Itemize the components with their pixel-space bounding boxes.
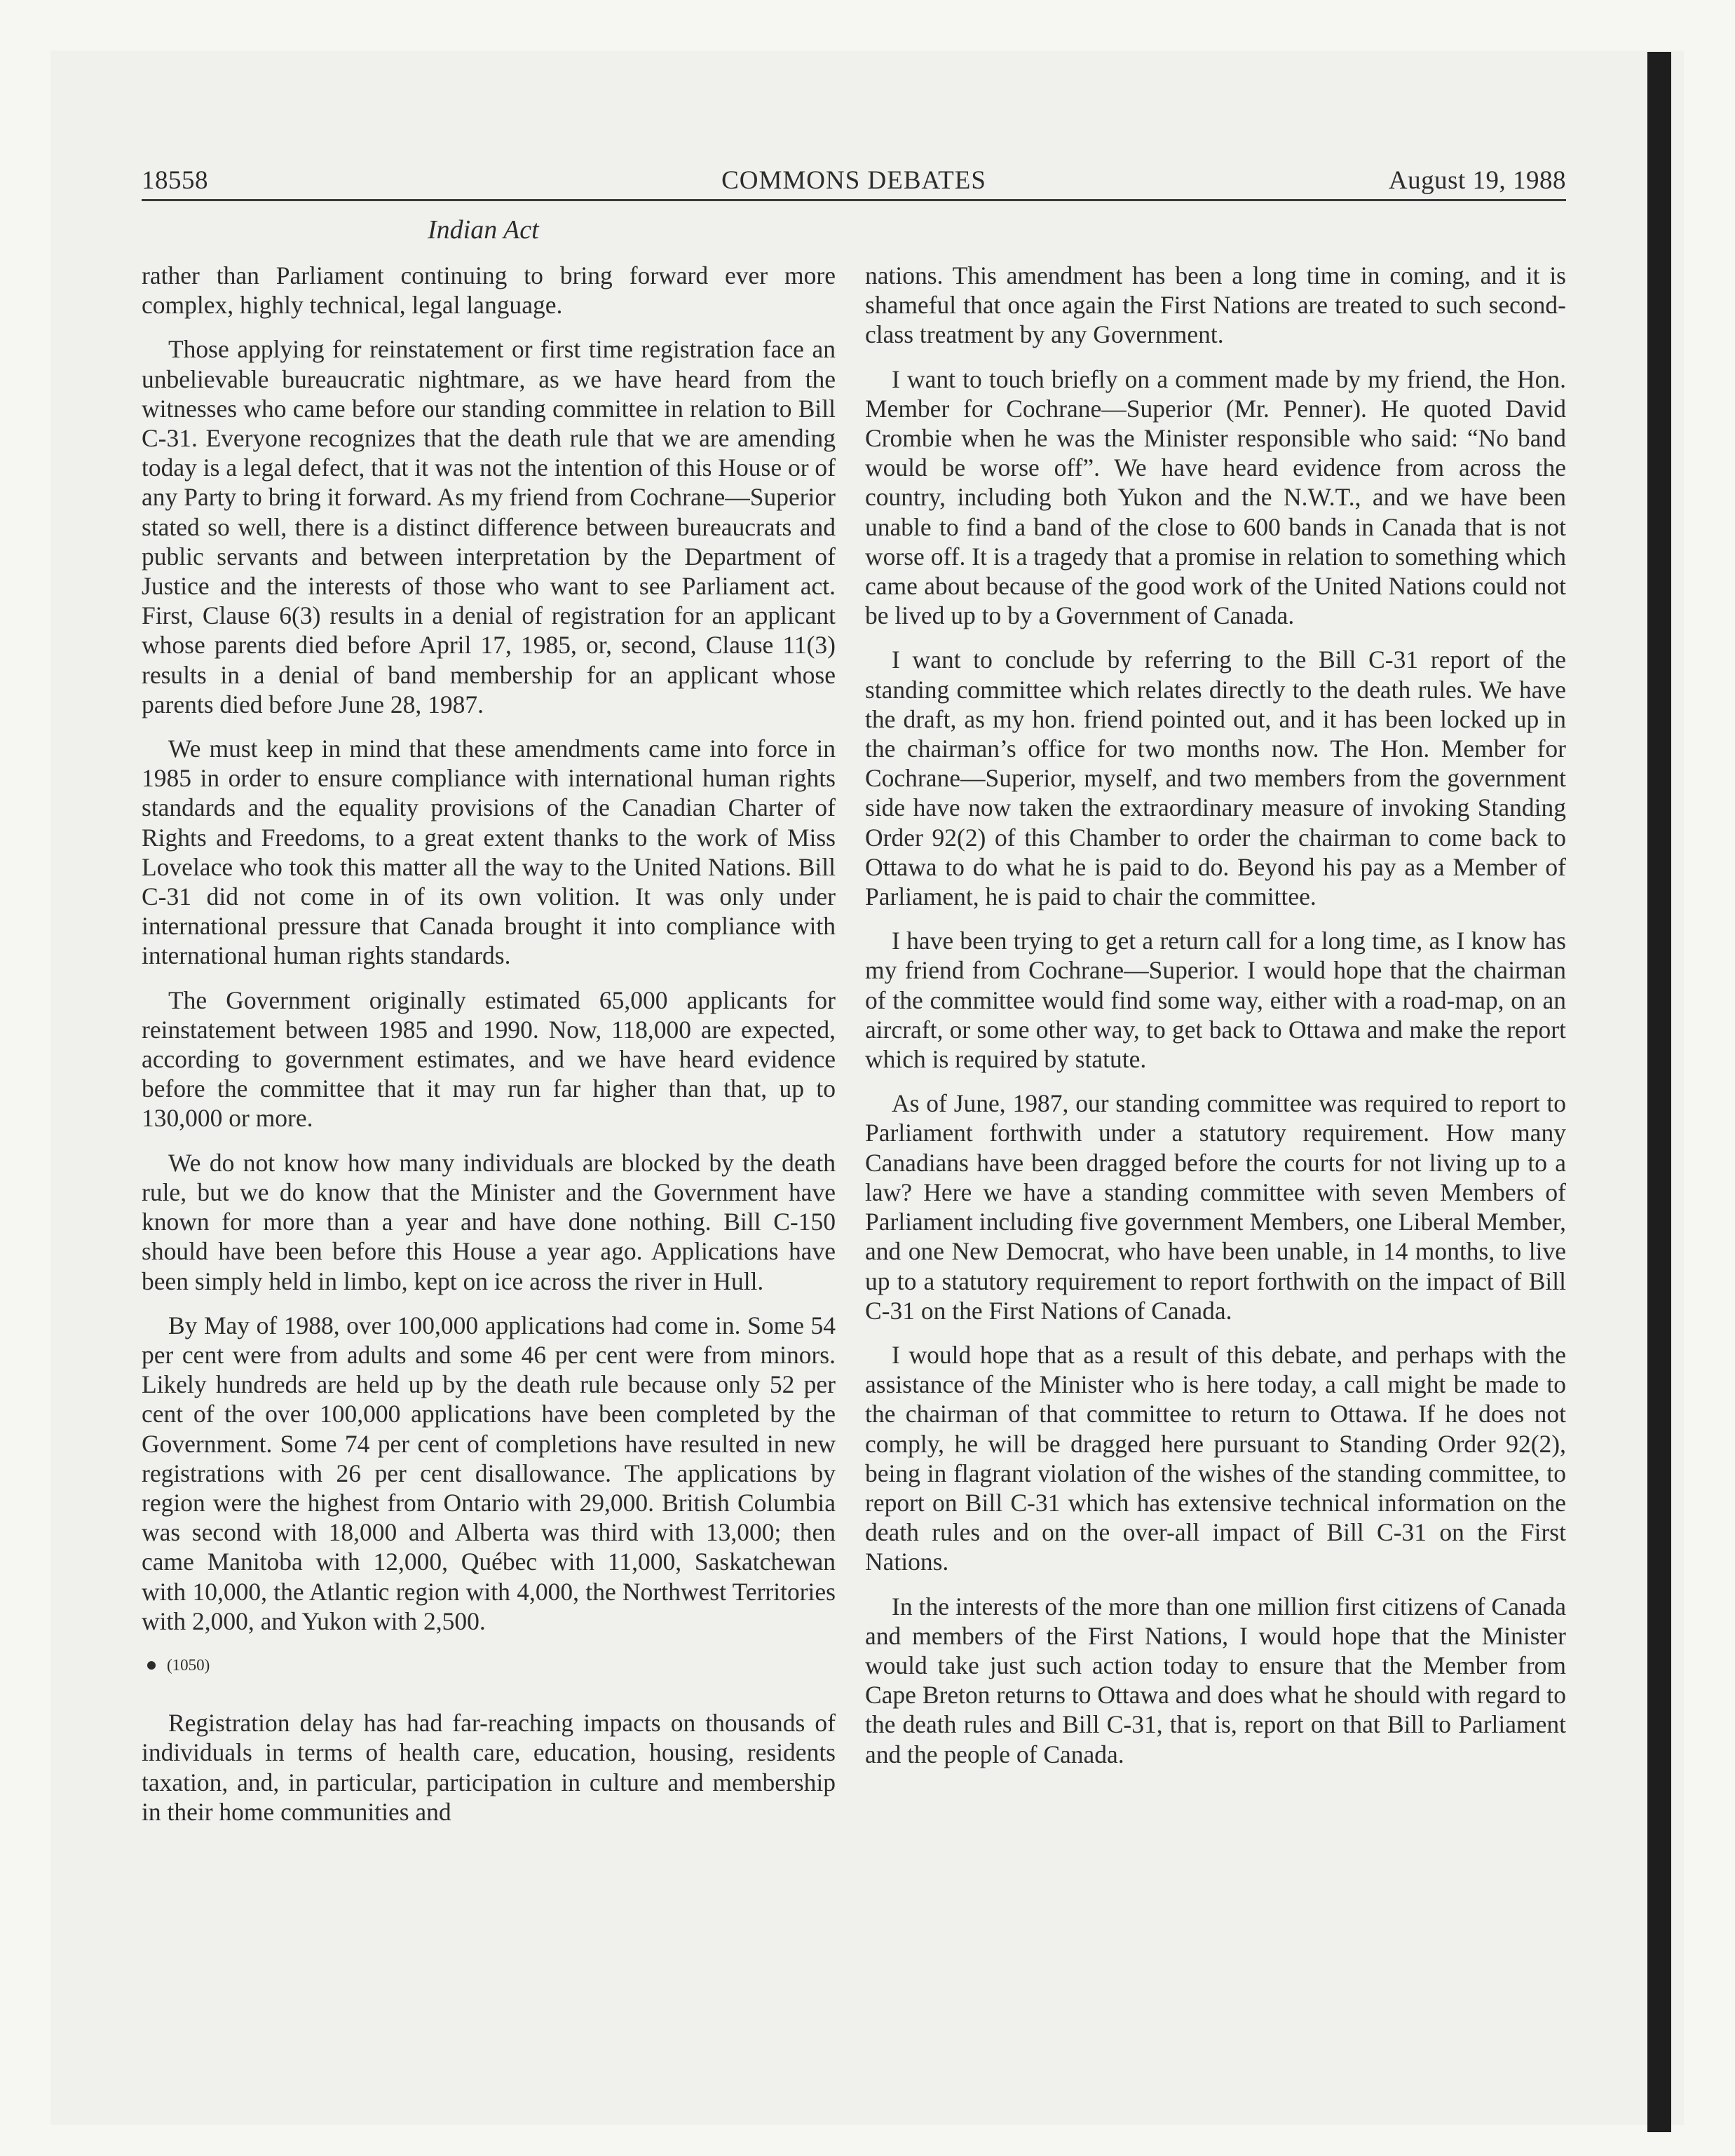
section-subhead: Indian Act xyxy=(428,215,539,245)
paragraph: I would hope that as a result of this debate, and perhaps with the assistance of the Minister who is here today, a call might be made to the chairman of that committee to return to Ottawa. If he does not comply, he will be dragged here pursuant to Standing Order 92(2), being in flagrant violation of the wishes of the standing committee, to report on Bill C-31 which has extensive technical information on the death rules and on the over-all impact of Bill C-31 on the First Nations. xyxy=(865,1340,1566,1576)
paragraph: As of June, 1987, our standing committee was required to report to Parliament forthwith under a statutory requirement. How many Canadians have been dragged before the courts for not living up to a law? Here we have a standing committee with seven Members of Parliament including five government Members, one Liberal Member, and one New Democrat, who have been unable, in 14 months, to live up to a statutory requirement to report forthwith on the impact of Bill C-31 on the First Nations of Canada. xyxy=(865,1089,1566,1325)
time-marker-label: (1050) xyxy=(167,1656,210,1674)
paragraph: We must keep in mind that these amendments came into force in 1985 in order to ensure compliance with international human rights standards and the equality provisions of the Canadian Charter of Rights and Freedoms, to a great extent thanks to the work of Miss Lovelace who took this matter all the way to the United Nations. Bill C-31 did not come in of its own volition. It was only under international pressure that Canada brought it into compliance with international human rights standards. xyxy=(142,735,836,970)
paragraph: In the interests of the more than one million first citizens of Canada and members of the First Nations, I would hope that the Minister would take just such action today to ensure that the Member from Cape Breton returns to Ottawa and does what he should with regard to the death rules and Bill C-31, that is, report on that Bill to Parliament and the people of Canada. xyxy=(865,1592,1566,1768)
scan-edge-bar xyxy=(1647,52,1671,2132)
page-number: 18558 xyxy=(142,166,208,195)
paragraph: nations. This amendment has been a long time in coming, and it is shameful that once again the First Nations are treated to such second-class treatment by any Government. xyxy=(865,261,1566,349)
paragraph: I want to touch briefly on a comment made by my friend, the Hon. Member for Cochrane—Superior (Mr. Penner). He quoted David Crombie when he was the Minister responsible who said: “No band would be worse off”. We have heard evidence from across the country, including both Yukon and the N.W.T., and we have been unable to find a band of the close to 600 bands in Canada that is not worse off. It is a tragedy that a promise in relation to something which came about because of the good work of the United Nations could not be lived up to by a Government of Canada. xyxy=(865,364,1566,630)
paragraph: Those applying for reinstatement or first time registration face an unbelievable bureaucratic nightmare, as we have heard from the witnesses who came before our standing committee in relation to Bill C-31. Everyone recognizes that the death rule that we are amending today is a legal defect, that it was not the intention of this House or of any Party to bring it forward. As my friend from Cochrane—Superior stated so well, there is a distinct difference between bureaucrats and public servants and between interpretation by the Department of Justice and the interests of those who want to see Parliament act. First, Clause 6(3) results in a denial of registration for an applicant whose parents died before April 17, 1985, or, second, Clause 11(3) results in a denial of band membership for an applicant whose parents died before June 28, 1987. xyxy=(142,335,836,718)
paragraph: We do not know how many individuals are blocked by the death rule, but we do know that the Minister and the Government have known for more than a year and have done nothing. Bill C-150 should have been before this House a year ago. Applications have been simply held in limbo, kept on ice across the river in Hull. xyxy=(142,1148,836,1295)
paragraph: rather than Parliament continuing to bring forward ever more complex, highly technical, legal language. xyxy=(142,261,836,320)
paragraph: I want to conclude by referring to the Bill C-31 report of the standing committee which relates directly to the death rules. We have the draft, as my hon. friend pointed out, and it has been locked up in the chairman’s office for two months now. The Hon. Member for Cochrane—Superior, myself, and two members from the government side have now taken the extraordinary measure of invoking Standing Order 92(2) of this Chamber to order the chairman to come back to Ottawa to do what he is paid to do. Beyond his pay as a Member of Parliament, he is paid to chair the committee. xyxy=(865,646,1566,911)
right-column xyxy=(865,261,1566,1784)
publication-title: COMMONS DEBATES xyxy=(721,166,986,195)
paragraph: I have been trying to get a return call for a long time, as I know has my friend from Cochrane—Superior. I would hope that the chairman of the committee would find some way, either with a road-map, on an aircraft, or some other way, to get back to Ottawa and make the report which is required by statute. xyxy=(865,927,1566,1074)
paragraph: Registration delay has had far-reaching impacts on thousands of individuals in terms of health care, education, housing, residents taxation, and, in particular, participation in culture and membership in their home communities and xyxy=(142,1709,836,1826)
paragraph: The Government originally estimated 65,000 applicants for reinstatement between 1985 and 1990. Now, 118,000 are expected, according to government estimates, and we have heard evidence before the committee that it may run far higher than that, up to 130,000 or more. xyxy=(142,985,836,1133)
time-marker xyxy=(142,1651,836,1680)
page-header xyxy=(142,165,1566,198)
left-column xyxy=(142,261,836,1841)
page-date: August 19, 1988 xyxy=(1388,166,1566,195)
paragraph: By May of 1988, over 100,000 applications had come in. Some 54 per cent were from adults and some 46 per cent were from minors. Likely hundreds are held up by the death rule because only 52 per cent of the over 100,000 applications have been completed by the Government. Some 74 per cent of completions have resulted in new registrations with 26 per cent disallowance. The applications by region were the highest from Ontario with 29,000. British Columbia was second with 18,000 and Alberta was third with 13,000; then came Manitoba with 12,000, Québec with 11,000, Saskatchewan with 10,000, the Atlantic region with 4,000, the Northwest Territories with 2,000, and Yukon with 2,500. xyxy=(142,1311,836,1635)
header-rule xyxy=(142,199,1566,201)
bullet-dot-icon xyxy=(147,1661,156,1670)
